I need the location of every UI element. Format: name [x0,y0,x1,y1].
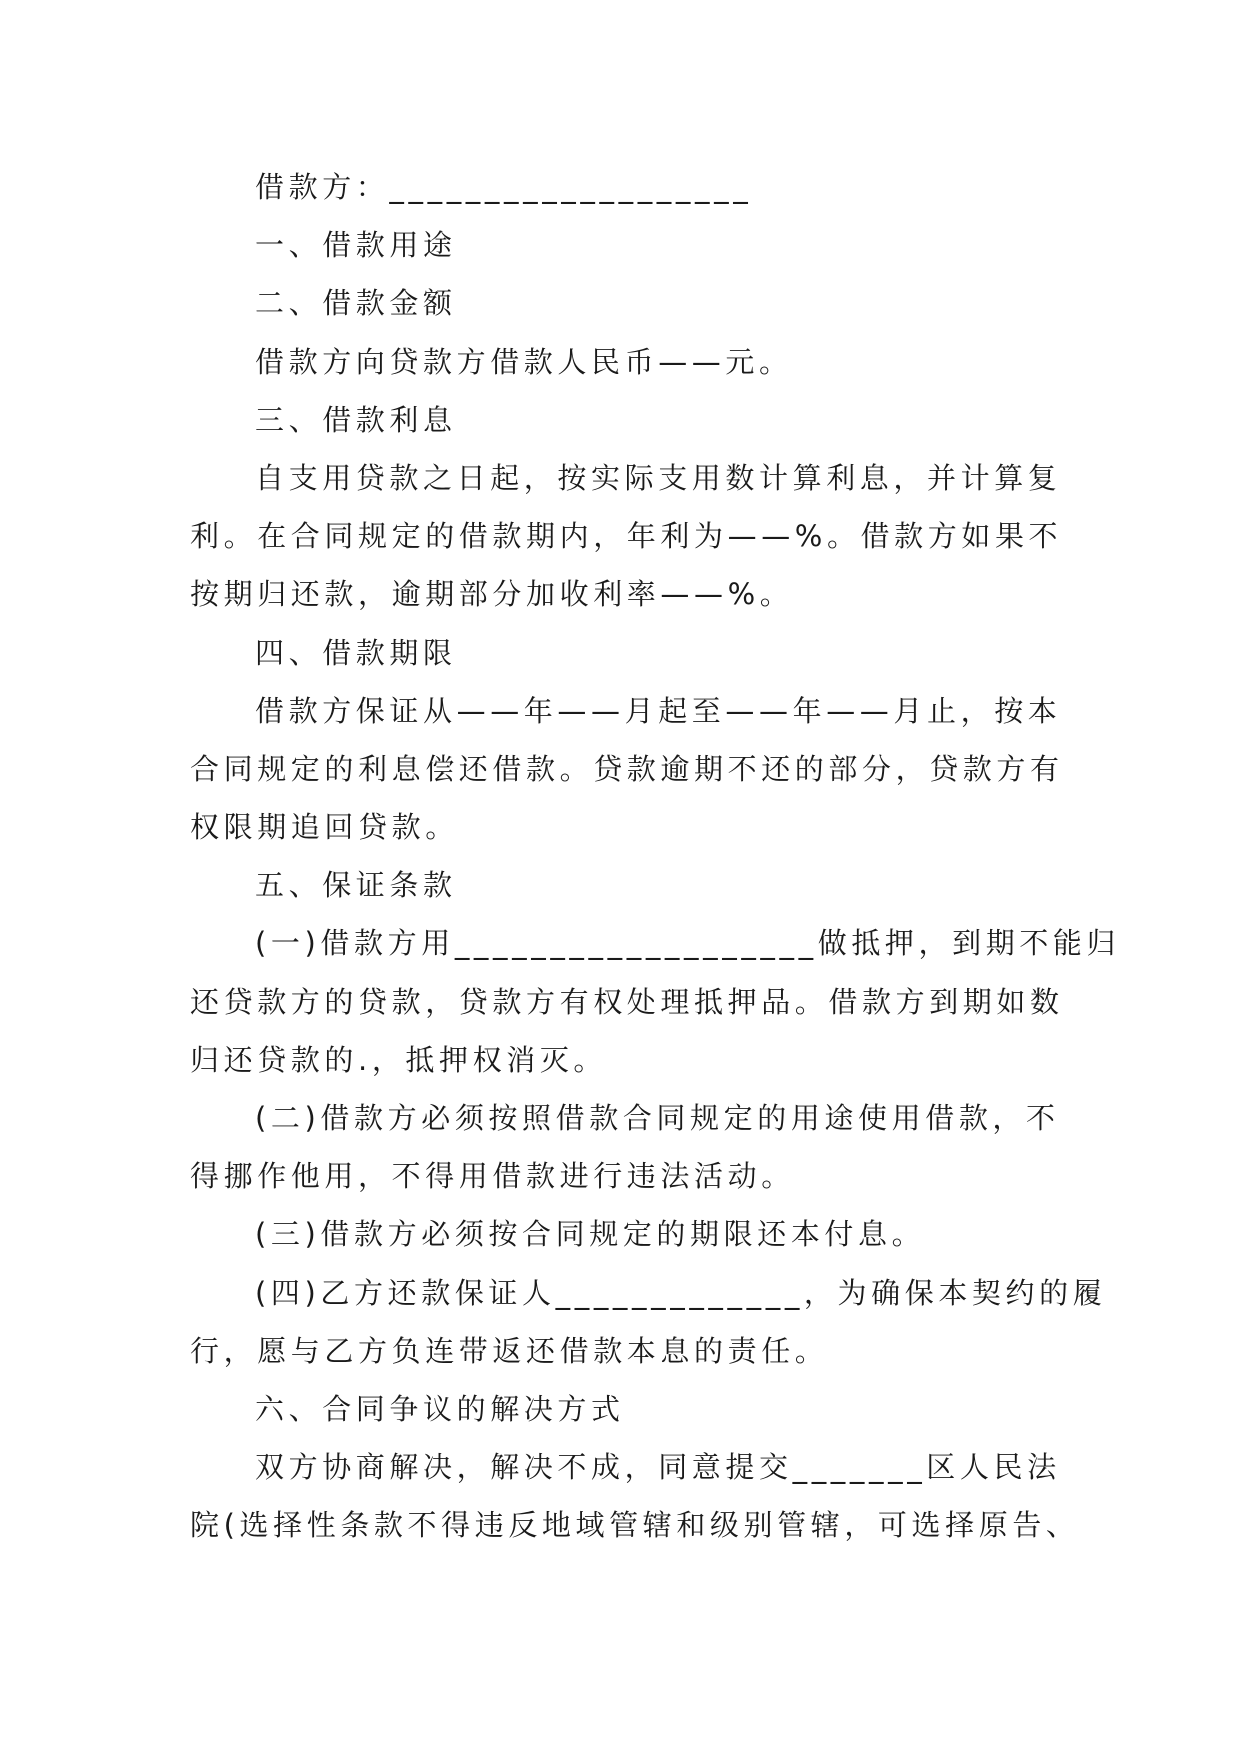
text-line: (一)借款方用___________________做抵押，到期不能归 [255,926,1121,961]
text-line: (三)借款方必须按合同规定的期限还本付息。 [255,1217,926,1252]
text-line: 得挪作他用，不得用借款进行违法活动。 [190,1159,795,1194]
text-line: 归还贷款的.，抵押权消灭。 [190,1042,608,1077]
document-body [190,158,1121,1555]
text-line: 借款方向贷款方借款人民币——元。 [255,344,793,379]
text-line: 借款方保证从——年——月起至——年——月止，按本 [255,693,1062,728]
text-line: 一、借款用途 [255,228,457,263]
text-line: 院(选择性条款不得违反地域管辖和级别管辖，可选择原告、 [190,1508,1080,1543]
text-line: 行，愿与乙方负连带返还借款本息的责任。 [190,1333,829,1368]
text-line: 双方协商解决，解决不成，同意提交_______区人民法 [255,1450,1061,1485]
text-line: 四、借款期限 [255,635,457,670]
text-line: 按期归还款，逾期部分加收利率——%。 [190,577,794,612]
text-line: 借款方：___________________ [255,170,753,204]
text-line: (四)乙方还款保证人_____________，为确保本契约的履 [255,1275,1107,1310]
text-line: 权限期追回贷款。 [190,810,459,845]
text-line: 还贷款方的贷款，贷款方有权处理抵押品。借款方到期如数 [190,984,1064,1019]
text-line: 合同规定的利息偿还借款。贷款逾期不还的部分，贷款方有 [190,751,1064,786]
text-line: 自支用贷款之日起，按实际支用数计算利息，并计算复 [255,460,1062,495]
text-line: 三、借款利息 [255,402,457,437]
text-line: 利。在合同规定的借款期内，年利为——%。借款方如果不 [190,519,1063,554]
text-line: 五、保证条款 [255,868,457,903]
text-line: (二)借款方必须按照借款合同规定的用途使用借款，不 [255,1101,1060,1135]
text-line: 六、合同争议的解决方式 [255,1391,625,1426]
text-line: 二、借款金额 [255,286,457,321]
